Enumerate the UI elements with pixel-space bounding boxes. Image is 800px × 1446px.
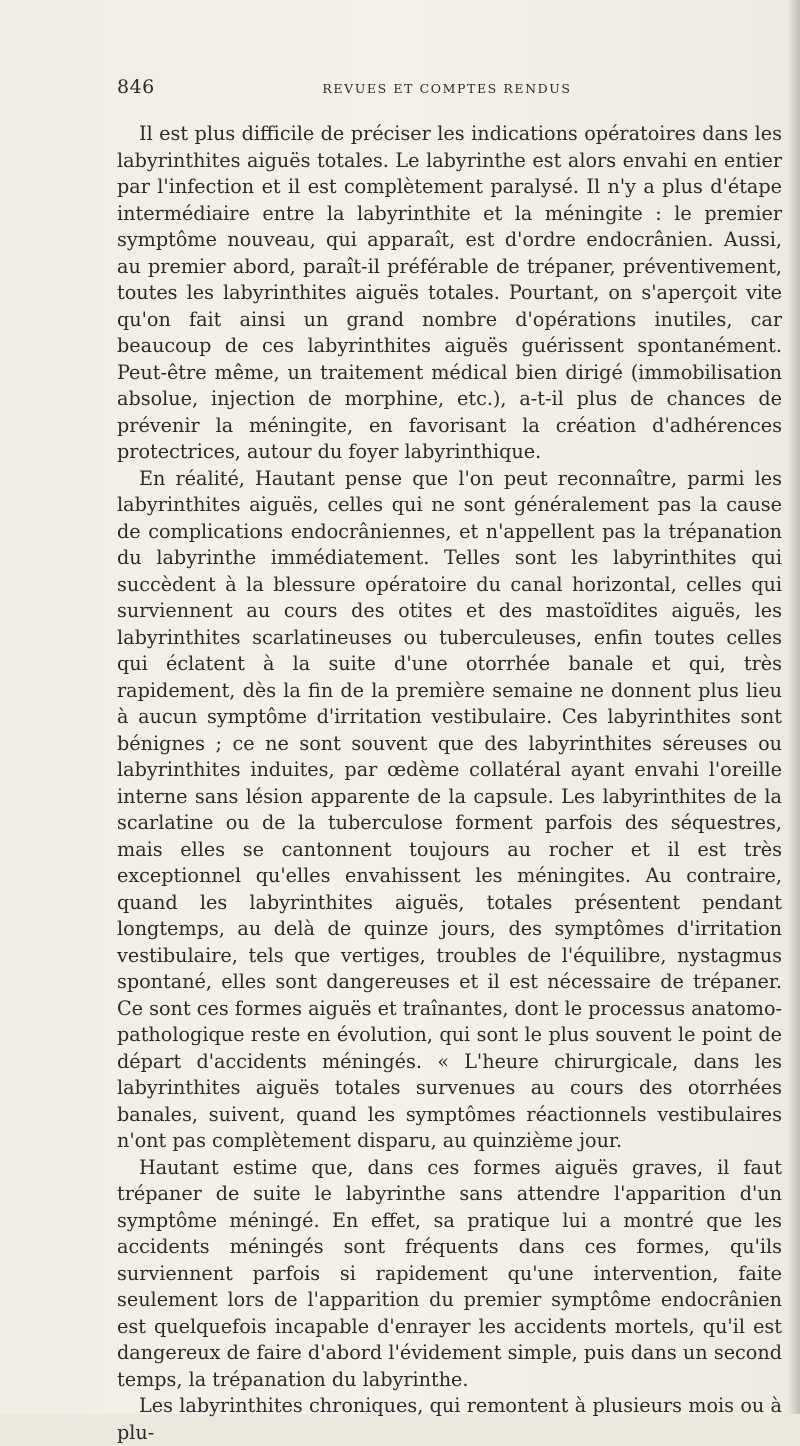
page-header	[117, 72, 777, 102]
body-text	[117, 121, 782, 1446]
paragraph-2: En réalité, Hautant pense que l'on peut reconnaître, parmi les labyrinthites aiguës, celles qui ne sont généralement pas la cause de complications endocrâniennes, et n'appellent pas la trépanation du labyrinthe immédiatement. Telles sont les labyrinthites qui succèdent à la blessure opératoire du canal horizontal, celles qui surviennent au cours des otites et des mastoïdites aiguës, les labyrinthites scarlatineuses ou tuberculeuses, enfin toutes celles qui éclatent à la suite d'une otorrhée banale et qui, très rapidement, dès la fin de la première semaine ne donnent plus lieu à aucun symptôme d'irritation vestibulaire. Ces labyrinthites sont bénignes ; ce ne sont souvent que des labyrinthites séreuses ou labyrinthites induites, par œdème collatéral ayant envahi l'oreille interne sans lésion apparente de la capsule. Les labyrinthites de la scarlatine ou de la tuberculose forment parfois des séquestres, mais elles se cantonnent toujours au rocher et il est très exceptionnel qu'elles envahissent les méningites. Au contraire, quand les labyrinthites aiguës, totales présentent pendant longtemps, au delà de quinze jours, des symptômes d'irritation vestibulaire, tels que vertiges, troubles de l'équilibre, nystagmus spontané, elles sont dangereuses et il est nécessaire de trépaner. Ce sont ces formes aiguës et traînantes, dont le processus anatomo-pathologique reste en évolution, qui sont le plus souvent le point de départ d'accidents méningés. « L'heure chirurgicale, dans les labyrinthites aiguës totales survenues au cours des otorrhées banales, suivent, quand les symptômes réactionnels vestibulaires n'ont pas complètement disparu, au quinzième jour.	[117, 466, 782, 1152]
paragraph-3: Hautant estime que, dans ces formes aiguës graves, il faut trépaner de suite le labyrinthe sans attendre l'apparition d'un symptôme méningé. En effet, sa pratique lui a montré que les accidents méningés sont fréquents dans ces formes, qu'ils surviennent parfois si rapidement qu'une intervention, faite seulement lors de l'apparition du premier symptôme endocrânien est quelquefois incapable d'enrayer les accidents mortels, qu'il est dangereux de faire d'abord l'évidement simple, puis dans un second temps, la trépanation du labyrinthe.	[117, 1155, 782, 1391]
running-head: REVUES ET COMPTES RENDUS	[322, 81, 572, 96]
paragraph-4: Les labyrinthites chroniques, qui remontent à plusieurs mois ou à plu-	[117, 1394, 782, 1444]
page-number: 846	[117, 76, 155, 98]
page-edge-shadow	[788, 0, 800, 1414]
paragraph-1: Il est plus difficile de préciser les indications opératoires dans les labyrinthites aiguës totales. Le labyrinthe est alors envahi en entier par l'infection et il est complètement paralysé. Il n'y a plus d'étape intermédiaire entre la labyrinthite et la méningite : le premier symptôme nouveau, qui apparaît, est d'ordre endocrânien. Aussi, au premier abord, paraît-il préférable de trépaner, préventivement, toutes les labyrinthites aiguës totales. Pourtant, on s'aperçoit vite qu'on fait ainsi un grand nombre d'opérations inutiles, car beaucoup de ces labyrinthites aiguës guérissent spontanément. Peut-être même, un traitement médical bien dirigé (immobilisation absolue, injection de morphine, etc.), a-t-il plus de chances de prévenir la méningite, en favorisant la création d'adhérences protectrices, autour du foyer labyrinthique.	[117, 122, 782, 463]
